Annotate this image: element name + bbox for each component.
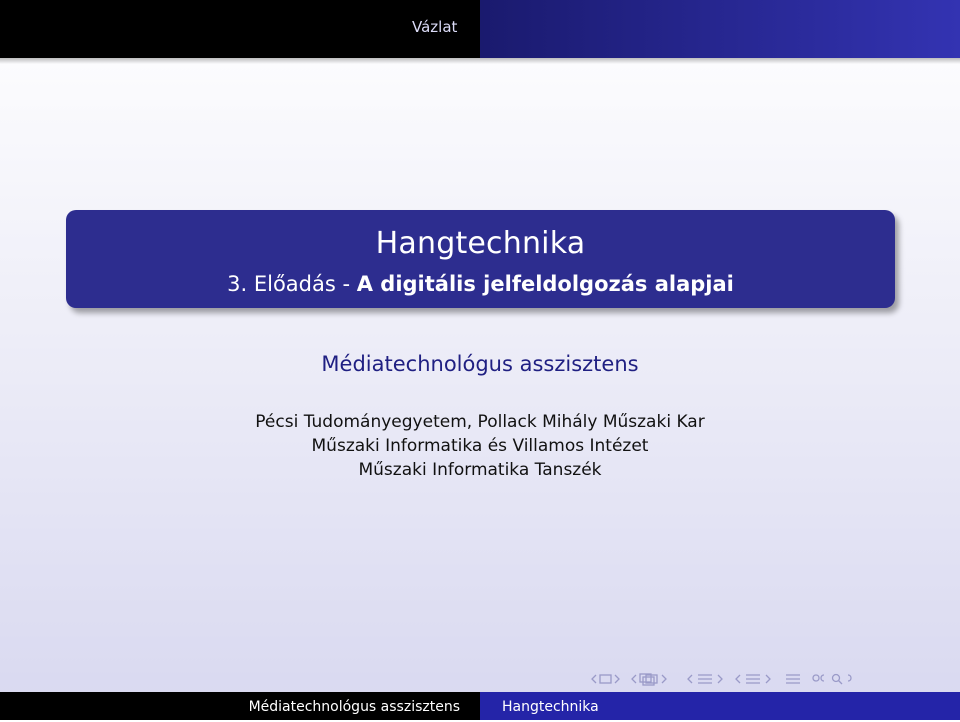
title-box [66, 210, 895, 308]
document-nav-icon[interactable] [734, 672, 776, 689]
search-icon[interactable] [810, 672, 856, 689]
headline-bar [0, 0, 960, 58]
outline-link[interactable]: Vázlat [412, 18, 458, 36]
subtitle-prefix: 3. Előadás - [227, 272, 357, 296]
footer-author: Médiatechnológus asszisztens [0, 692, 480, 720]
footline [0, 692, 960, 720]
headline-right [480, 0, 960, 58]
institute-line: Műszaki Informatika és Villamos Intézet [311, 436, 649, 456]
institute [0, 410, 960, 482]
institute-line: Műszaki Informatika Tanszék [358, 460, 602, 480]
institute-line: Pécsi Tudományegyetem, Pollack Mihály Műszaki Kar [255, 412, 705, 432]
author: Médiatechnológus asszisztens [321, 352, 639, 376]
navigation-symbols [590, 672, 856, 688]
frame-nav-icon[interactable] [590, 672, 624, 689]
subtitle-bold: A digitális jelfeldolgozás alapjai [356, 272, 734, 296]
appendix-nav-icon[interactable] [782, 672, 804, 689]
subsection-nav-icon[interactable] [630, 672, 680, 689]
footer-title: Hangtechnika [480, 692, 960, 720]
presentation-title: Hangtechnika [375, 226, 586, 261]
headline-shadow [0, 58, 960, 64]
presentation-subtitle [66, 272, 895, 296]
headline-left [0, 0, 480, 58]
section-nav-icon[interactable] [686, 672, 728, 689]
